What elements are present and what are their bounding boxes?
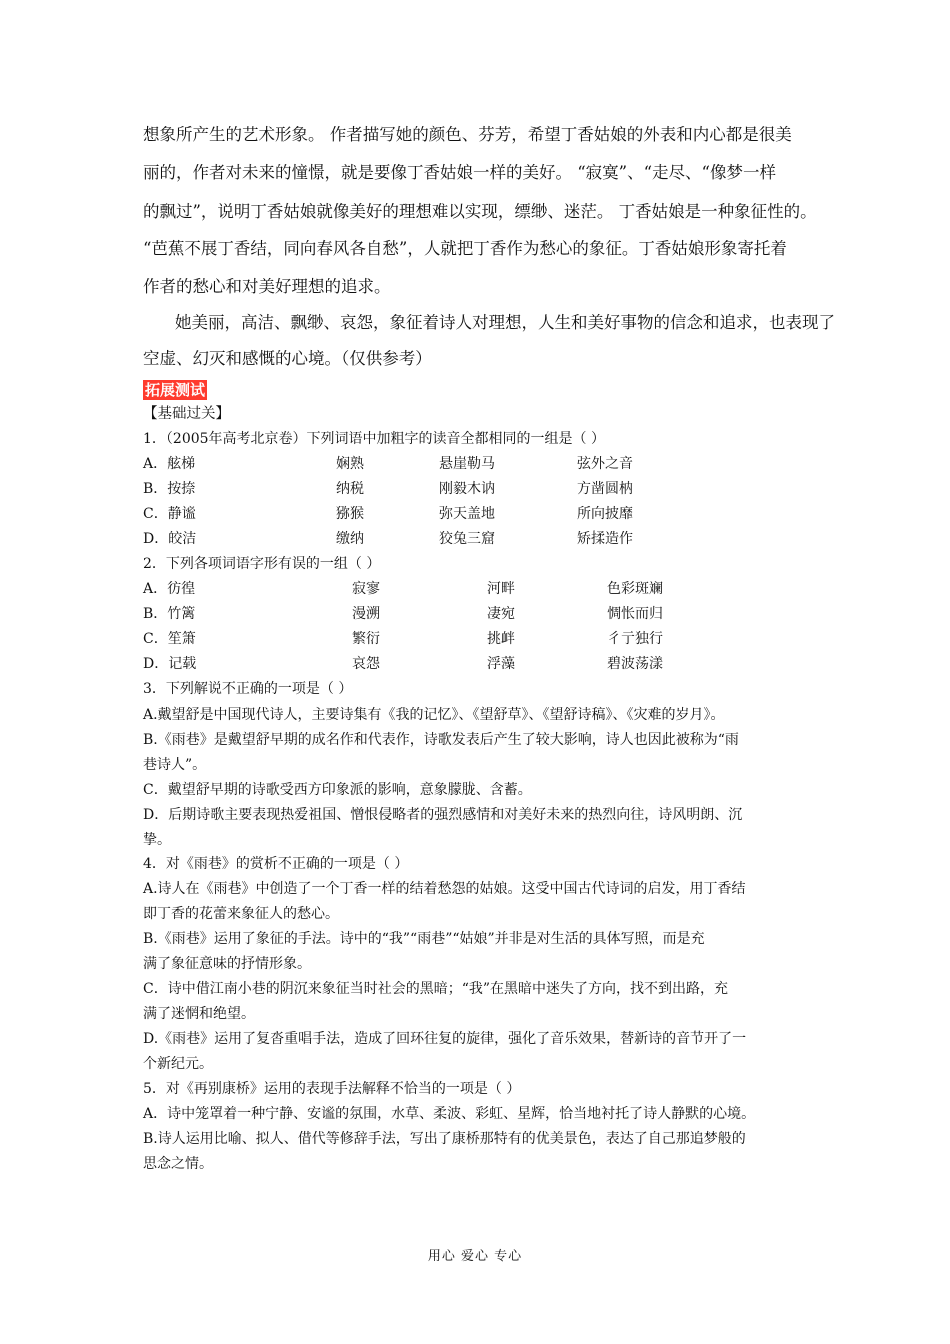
option-line: D.《雨巷》运用了复沓重唱手法，造成了回环往复的旋律，强化了音乐效果，替新诗的音节开了一 <box>143 1031 747 1047</box>
option-line: 满了迷惘和绝望。 <box>143 1006 255 1022</box>
question-4-stem: 4．对《雨巷》的赏析不正确的一项是（ ） <box>143 856 409 872</box>
option-cell: D．记载 <box>143 656 197 672</box>
option-cell: D．皎洁 <box>143 531 197 547</box>
option-cell: 方凿圆枘 <box>577 481 633 497</box>
section-title: 拓展测试 <box>145 381 206 399</box>
option-line: 即丁香的花蕾来象征人的愁心。 <box>143 906 339 922</box>
option-cell: A．彷徨 <box>143 581 196 597</box>
intro-line: 丽的，作者对未来的憧憬，就是要像丁香姑娘一样的美好。 “寂寞”、“走尽、“像梦一样 <box>143 163 776 182</box>
option-cell: 碧波荡漾 <box>607 656 663 672</box>
option-cell: 繁衍 <box>352 631 380 647</box>
option-cell: A．舷梯 <box>143 456 196 472</box>
option-line: C．诗中借江南小巷的阴沉来象征当时社会的黑暗；“我”在黑暗中迷失了方向，找不到出路，充 <box>143 981 729 997</box>
option-cell: 凄宛 <box>487 606 515 622</box>
question-1-stem: 1．（2005年高考北京卷）下列词语中加粗字的读音全都相同的一组是（ ） <box>143 431 605 447</box>
question-3-stem: 3．下列解说不正确的一项是（ ） <box>143 681 353 697</box>
intro-line: “芭蕉不展丁香结，同向春风各自愁”，人就把丁香作为愁心的象征。丁香姑娘形象寄托着 <box>143 239 787 258</box>
option-line: 挚。 <box>143 832 171 848</box>
option-cell: 缴纳 <box>336 531 364 547</box>
option-cell: 寂寥 <box>352 581 380 597</box>
sub-title: 【基础过关】 <box>143 406 230 422</box>
intro-line: 作者的愁心和对美好理想的追求。 <box>143 277 391 296</box>
page-footer: 用心 爱心 专心 <box>427 1249 523 1264</box>
option-cell: 河畔 <box>487 581 515 597</box>
option-line: C．戴望舒早期的诗歌受西方印象派的影响，意象朦胧、含蓄。 <box>143 782 532 798</box>
conclusion-line: 她美丽，高洁、飘缈、哀怨，象征着诗人对理想，人生和美好事物的信念和追求，也表现了 <box>175 313 835 332</box>
option-line: B.《雨巷》运用了象征的手法。诗中的“我”“雨巷”“姑娘”并非是对生活的具体写照，而是充 <box>143 931 705 947</box>
intro-line: 想象所产生的艺术形象。 作者描写她的颜色、芬芳，希望丁香姑娘的外表和内心都是很美 <box>143 125 792 144</box>
option-cell: 浮藻 <box>487 656 515 672</box>
option-line: B.《雨巷》是戴望舒早期的成名作和代表作，诗歌发表后产生了较大影响，诗人也因此被称为“雨 <box>143 732 739 748</box>
option-line: 巷诗人”。 <box>143 757 207 773</box>
intro-line: 的飘过”，说明丁香姑娘就像美好的理想难以实现，缥缈、迷茫。 丁香姑娘是一种象征性的。 <box>143 202 817 221</box>
option-cell: B．按捺 <box>143 481 196 497</box>
question-5-stem: 5．对《再别康桥》运用的表现手法解释不恰当的一项是（ ） <box>143 1081 521 1097</box>
option-cell: 猕猴 <box>336 506 364 522</box>
option-cell: 所向披靡 <box>577 506 633 522</box>
question-2-stem: 2．下列各项词语字形有误的一组（ ） <box>143 556 381 572</box>
option-line: B.诗人运用比喻、拟人、借代等修辞手法，写出了康桥那特有的优美景色，表达了自己那追梦般的 <box>143 1131 746 1147</box>
option-cell: 哀怨 <box>352 656 380 672</box>
option-line: 思念之情。 <box>143 1156 213 1172</box>
option-cell: 悬崖勒马 <box>439 456 495 472</box>
option-cell: 弥天盖地 <box>439 506 495 522</box>
option-cell: 纳税 <box>336 481 364 497</box>
option-cell: 彳亍独行 <box>607 631 663 647</box>
option-cell: 矫揉造作 <box>577 531 633 547</box>
option-line: A.戴望舒是中国现代诗人，主要诗集有《我的记忆》、《望舒草》、《望舒诗稿》、《灾难的岁月》。 <box>143 707 725 723</box>
option-cell: B．竹篱 <box>143 606 196 622</box>
option-cell: 娴熟 <box>336 456 364 472</box>
option-line: 满了象征意味的抒情形象。 <box>143 956 311 972</box>
option-cell: 漫溯 <box>352 606 380 622</box>
option-line: 个新纪元。 <box>143 1056 213 1072</box>
option-line: D．后期诗歌主要表现热爱祖国、憎恨侵略者的强烈感情和对美好未来的热烈向往，诗风明朗、沉 <box>143 807 743 823</box>
option-cell: 刚毅木讷 <box>439 481 495 497</box>
option-cell: C．笙箫 <box>143 631 196 647</box>
conclusion-line: 空虚、幻灭和感慨的心境。（仅供参考） <box>143 349 432 368</box>
option-cell: 惆怅而归 <box>607 606 663 622</box>
option-cell: 色彩斑斓 <box>607 581 663 597</box>
option-line: A.诗人在《雨巷》中创造了一个丁香一样的结着愁怨的姑娘。这受中国古代诗词的启发，用丁香结 <box>143 881 746 897</box>
option-cell: C．静谧 <box>143 506 196 522</box>
option-cell: 弦外之音 <box>577 456 633 472</box>
option-cell: 挑衅 <box>487 631 515 647</box>
option-cell: 狡兔三窟 <box>439 531 495 547</box>
option-line: A．诗中笼罩着一种宁静、安谧的氛围，水草、柔波、彩虹、星辉，恰当地衬托了诗人静默的心境。 <box>143 1106 756 1122</box>
